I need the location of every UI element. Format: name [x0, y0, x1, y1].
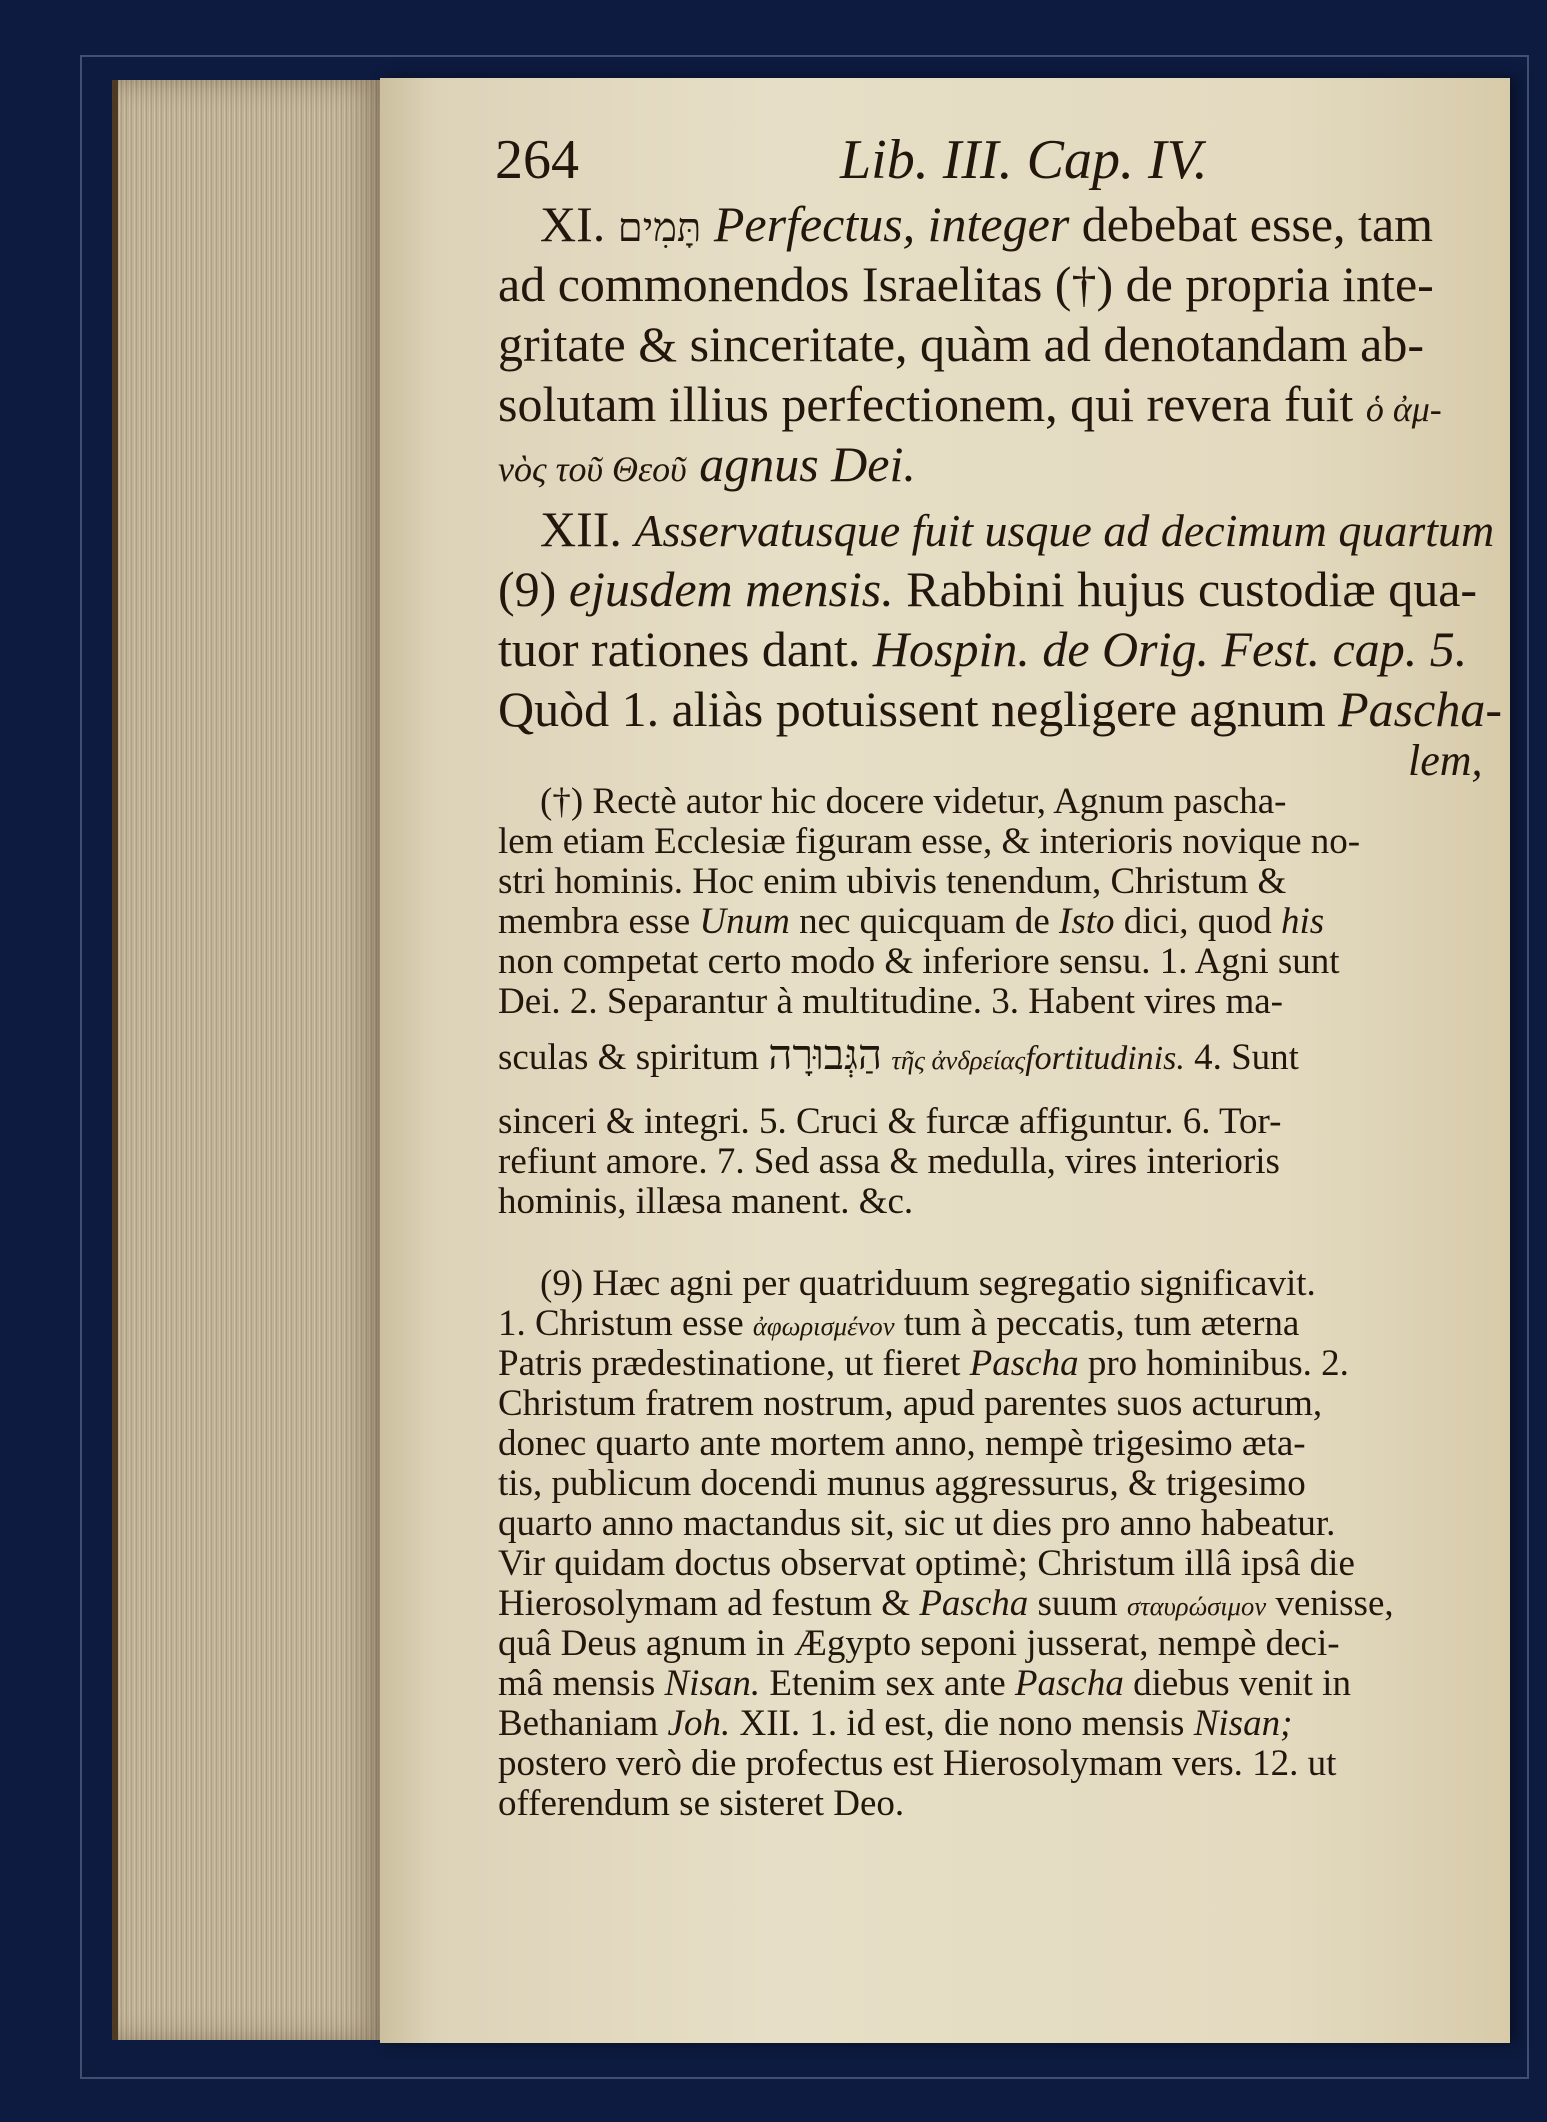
note-line: [498, 1302, 1299, 1345]
note-line: (†) Rectè autor hic docere videtur, Agnum pascha-: [540, 781, 1287, 822]
catchword: lem,: [1408, 736, 1483, 785]
main-line: ad commonendos Israelitas (†) de propria inte-: [498, 256, 1434, 312]
note-line: [498, 1030, 1299, 1080]
text-run: Etenim sex ante: [769, 1663, 1006, 1704]
italic-term: ejusdem mensis.: [568, 561, 894, 617]
note-line: sinceri & integri. 5. Cruci & furcæ affiguntur. 6. Tor-: [498, 1101, 1282, 1142]
italic-term: Nisan.: [664, 1663, 761, 1704]
text-run: debebat esse, tam: [1081, 196, 1434, 252]
text-run: 4. Sunt: [1194, 1037, 1299, 1078]
main-line: [498, 375, 1442, 433]
text-run: Hierosolymam ad festum &: [498, 1583, 911, 1624]
footnote-ref: (9): [498, 561, 557, 617]
text-run: Quòd 1. aliàs potuissent negligere agnum: [498, 681, 1326, 737]
text-run: solutam illius perfectionem, qui revera fuit: [498, 376, 1354, 432]
note-line: postero verò die profectus est Hierosolymam vers. 12. ut: [498, 1743, 1337, 1784]
citation: Joh.: [667, 1703, 731, 1744]
greek-text: ἀφωρισμένον: [752, 1311, 895, 1341]
note-line: Vir quidam doctus observat optimè; Christum illâ ipsâ die: [498, 1543, 1355, 1584]
text-run: Bethaniam: [498, 1703, 659, 1744]
note-line: refiunt amore. 7. Sed assa & medulla, vires interioris: [498, 1141, 1280, 1182]
main-line: [498, 435, 916, 493]
page-number: 264: [495, 129, 579, 191]
text-run: XII. 1. id est, die nono mensis: [739, 1703, 1185, 1744]
note-line: non competat certo modo & inferiore sensu. 1. Agni sunt: [498, 941, 1340, 982]
text-run: dici, quod: [1123, 901, 1272, 942]
text-run: tum à peccatis, tum æterna: [903, 1303, 1300, 1344]
italic-term: Isto: [1059, 901, 1115, 942]
italic-term: agnus Dei.: [699, 436, 916, 492]
note-line: [498, 1342, 1349, 1385]
main-line: [540, 500, 1494, 558]
text-run: nec quicquam de: [799, 901, 1050, 942]
running-header: [495, 128, 1208, 192]
note-line: [498, 1702, 1292, 1745]
text-run: venisse,: [1275, 1583, 1394, 1624]
text-run: membra esse: [498, 901, 691, 942]
italic-term: Perfectus, integer: [713, 196, 1070, 252]
italic-term: Pascha: [919, 1583, 1029, 1624]
running-title: Lib. III. Cap. IV.: [840, 129, 1208, 191]
italic-term: fortitudinis.: [1025, 1040, 1185, 1077]
greek-text: τῆς ἀνδρείας: [891, 1045, 1026, 1075]
italic-term: his: [1280, 901, 1325, 942]
italic-term: Pascha: [1014, 1663, 1124, 1704]
text-run: diebus venit in: [1133, 1663, 1351, 1704]
text-run: Rabbini hujus custodiæ qua-: [906, 561, 1478, 617]
italic-term: Unum: [699, 901, 790, 942]
note-line: offerendum se sisteret Deo.: [498, 1783, 905, 1824]
text-run: Patris prædestinatione, ut fieret: [498, 1343, 961, 1384]
main-line: [498, 680, 1502, 738]
citation: Hospin. de Orig. Fest. cap. 5.: [872, 621, 1468, 677]
section-number: XI.: [540, 196, 606, 252]
note-line: quarto anno mactandus sit, sic ut dies pro anno habeatur.: [498, 1503, 1336, 1544]
note-line: [498, 900, 1324, 943]
text-run: mâ mensis: [498, 1663, 656, 1704]
note-line: Dei. 2. Separantur à multitudine. 3. Habent vires ma-: [498, 981, 1284, 1022]
note-line: donec quarto ante mortem anno, nempè trigesimo æta-: [498, 1423, 1306, 1464]
note-line: (9) Hæc agni per quatriduum segregatio significavit.: [540, 1263, 1316, 1304]
hebrew-word: תָּמִים: [617, 205, 702, 251]
text-run: suum: [1037, 1583, 1118, 1624]
main-line: [498, 620, 1467, 678]
text-run: 1. Christum esse: [498, 1303, 744, 1344]
italic-term: Pascha: [969, 1343, 1079, 1384]
text-run: sculas & spiritum: [498, 1037, 760, 1078]
note-line: hominis, illæsa manent. &c.: [498, 1181, 914, 1222]
note-line: quâ Deus agnum in Ægypto seponi jusserat, nempè deci-: [498, 1623, 1340, 1664]
note-line: lem etiam Ecclesiæ figuram esse, & interioris novique no-: [498, 821, 1361, 862]
text-run: tuor rationes dant.: [498, 621, 861, 677]
book-page-edges: [112, 80, 386, 2040]
note-line: [498, 1582, 1394, 1625]
note-line: stri hominis. Hoc enim ubivis tenendum, Christum &: [498, 861, 1287, 902]
greek-text: σταυρώσιμον: [1126, 1591, 1267, 1621]
note-line: Christum fratrem nostrum, apud parentes suos acturum,: [498, 1383, 1323, 1424]
main-line: gritate & sinceritate, quàm ad denotandam ab-: [498, 316, 1425, 372]
greek-text: ὁ ἀμ-: [1365, 389, 1442, 429]
italic-term: Nisan;: [1193, 1703, 1293, 1744]
section-number: XII.: [540, 501, 622, 557]
note-line: [498, 1662, 1351, 1705]
main-line: [498, 560, 1477, 618]
greek-text: νὸς τοῦ Θεοῦ: [498, 449, 687, 489]
main-line: [540, 195, 1433, 253]
hebrew-word: הַגְּבוּרָה: [768, 1030, 883, 1079]
italic-term: Asservatusque fuit usque ad decimum quartum: [634, 505, 1495, 556]
text-run: pro hominibus. 2.: [1087, 1343, 1349, 1384]
note-line: tis, publicum docendi munus aggressurus, & trigesimo: [498, 1463, 1306, 1504]
italic-term: Pascha-: [1338, 681, 1502, 737]
